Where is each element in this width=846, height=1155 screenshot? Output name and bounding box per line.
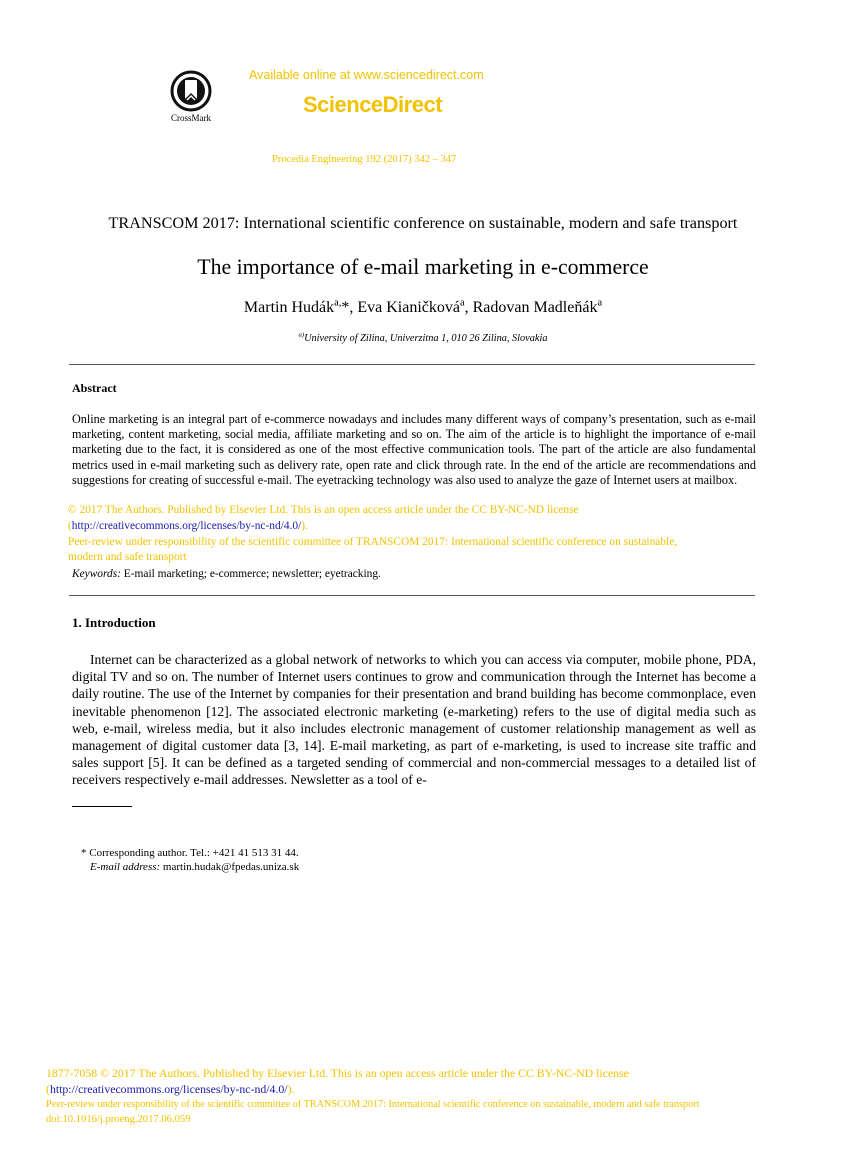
abstract-body: Online marketing is an integral part of e-commerce nowadays and includes many different ways of company’s presentation, such as e-mail marketing, content marketing, social media, affiliate marketing and so on. The aim of the article is to highlight the importance of e-mail marketing due to the fact, it is considered as one of the most effective communication tools. The part of the article are also fundamental metrics used in e-mail marketing such as delivery rate, open rate and click through rate. In the end of the article are recommendations and suggestions for creating of successful e-mail. The eyetracking technology was also used to analyze the gaze of Internet users at mailbox. bbox=[72, 412, 756, 487]
footnote-corresponding: * Corresponding author. Tel.: +421 41 513 31 44. bbox=[81, 847, 299, 859]
keywords: Keywords: E-mail marketing; e-commerce; newsletter; eyetracking. bbox=[72, 568, 381, 580]
abstract-peer-review: Peer-review under responsibility of the scientific committee of TRANSCOM 2017: International scientific conference on sustainable, bbox=[68, 536, 678, 548]
crossmark-label: CrossMark bbox=[171, 113, 211, 123]
divider-top bbox=[69, 364, 755, 365]
abstract-license: (http://creativecommons.org/licenses/by-nc-nd/4.0/). bbox=[68, 520, 308, 532]
divider-bottom bbox=[69, 595, 755, 596]
affiliation: $^{a)}$University of Zilina, Univerzitna 1, 010 26 Zilina, Slovakia bbox=[298, 331, 548, 344]
sciencedirect-logo: ScienceDirect bbox=[303, 92, 443, 117]
footer-license-link[interactable]: http://creativecommons.org/licenses/by-nc-nd/4.0/ bbox=[49, 1082, 288, 1096]
footnote-email: E-mail address: martin.hudak@fpedas.uniza.sk bbox=[90, 861, 300, 873]
journal-reference: Procedia Engineering 192 (2017) 342 – 347 bbox=[272, 154, 457, 165]
email-link[interactable]: martin.hudak@fpedas.uniza.sk bbox=[160, 861, 300, 873]
section-heading: 1. Introduction bbox=[72, 615, 156, 630]
footnote-rule bbox=[72, 806, 132, 807]
crossmark-icon bbox=[170, 70, 212, 112]
author: Martin Hudák$^{a,}$*, bbox=[243, 297, 358, 316]
author: Eva Kianičková$^a$, bbox=[357, 297, 473, 316]
license-link[interactable]: http://creativecommons.org/licenses/by-nc-nd/4.0/ bbox=[71, 520, 302, 532]
author-list bbox=[0, 299, 846, 317]
author: Radovan Madleňák$^a$ bbox=[472, 297, 603, 316]
page-title: The importance of e-mail marketing in e-commerce bbox=[197, 255, 649, 279]
footer-doi[interactable]: doi:10.1016/j.proeng.2017.06.059 bbox=[46, 1114, 191, 1125]
abstract-heading: Abstract bbox=[72, 381, 117, 395]
abstract-copyright: © 2017 The Authors. Published by Elsevier Ltd. This is an open access article under the CC BY-NC-ND license bbox=[68, 504, 579, 516]
available-online-text: Available online at www.sciencedirect.com bbox=[249, 68, 484, 82]
footer-license: (http://creativecommons.org/licenses/by-nc-nd/4.0/). bbox=[46, 1082, 295, 1096]
conference-line: TRANSCOM 2017: International scientific conference on sustainable, modern and safe transport bbox=[108, 214, 738, 232]
abstract-peer-review-cont: modern and safe transport bbox=[68, 551, 187, 563]
intro-paragraph: Internet can be characterized as a global network of networks to which you can access via computer, mobile phone, PDA, digital TV and so on. The number of Internet users continues to grow and communication through the Internet has become a daily routine. The use of the Internet by companies for their presentation and brand building has become commonplace, even inevitable phenomenon [12]. The associated electronic marketing (e-marketing) refers to the use of digital media such as web, e-mail, wireless media, but it also includes electronic management of customer relationship management as well as management of digital customer data [3, 14]. E-mail marketing, as part of e-marketing, is used to increase site traffic and sales support [5]. It can be defined as a targeted sending of commercial and non-commercial messages to a detailed list of receivers respectively e-mail addresses. Newsletter as a tool of e- bbox=[72, 652, 756, 788]
crossmark-logo bbox=[166, 70, 216, 123]
footer-peer-review: Peer-review under responsibility of the scientific committee of TRANSCOM 2017: International scientific conference on sustainable, modern and safe transport bbox=[46, 1099, 700, 1110]
footer-issn-copyright: 1877-7058 © 2017 The Authors. Published by Elsevier Ltd. This is an open access article under the CC BY-NC-ND license bbox=[46, 1066, 629, 1080]
